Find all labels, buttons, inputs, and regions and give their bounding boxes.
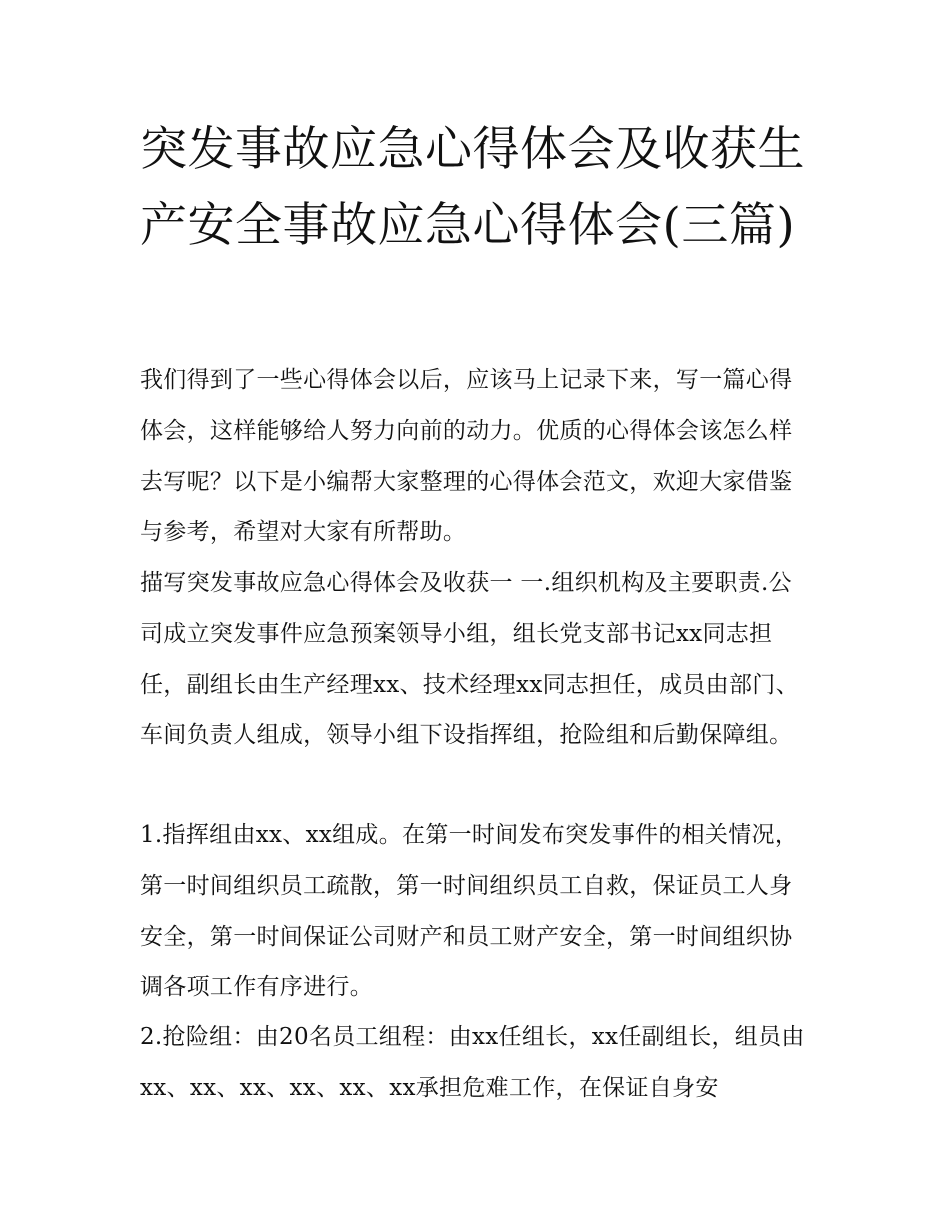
document-title: 突发事故应急心得体会及收获生产安全事故应急心得体会(三篇) <box>140 122 805 253</box>
item-one-paragraph: 1.指挥组由xx、xx组成。在第一时间发布突发事件的相关情况，第一时间组织员工疏散，第一时间组织员工自救，保证员工人身安全，第一时间保证公司财产和员工财产安全，第一时间组织协调各项工作有序进行。 <box>140 822 799 1001</box>
intro-paragraph: 我们得到了一些心得体会以后，应该马上记录下来，写一篇心得体会，这样能够给人努力向前的动力。优质的心得体会该怎么样去写呢？以下是小编帮大家整理的心得体会范文，欢迎大家借鉴与参考，希望对大家有所帮助。 <box>140 367 793 546</box>
section-one-paragraph: 描写突发事故应急心得体会及收获一 一.组织机构及主要职责.公司成立突发事件应急预案领导小组，组长党支部书记xx同志担任，副组长由生产经理xx、技术经理xx同志担任，成员由部门、车间负责人组成，领导小组下设指挥组，抢险组和后勤保障组。 <box>140 570 799 749</box>
item-two-paragraph: 2.抢险组：由20名员工组程：由xx任组长，xx任副组长，组员由xx、xx、xx、xx、xx、xx承担危难工作，在保证自身安 <box>140 1024 805 1101</box>
